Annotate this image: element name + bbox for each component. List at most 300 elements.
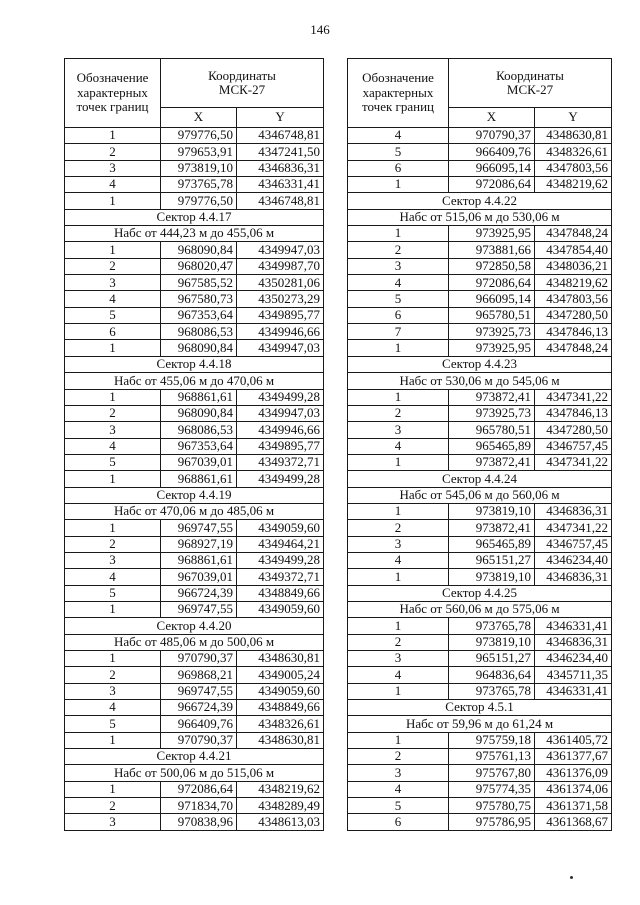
header-label-line: точек границ bbox=[76, 99, 149, 115]
table-row bbox=[65, 651, 324, 667]
table-row bbox=[348, 634, 612, 650]
section-row bbox=[348, 585, 612, 601]
y-coordinate-cell: 4349005,24 bbox=[237, 667, 324, 683]
section-row bbox=[348, 487, 612, 503]
y-coordinate-cell: 4347803,56 bbox=[535, 160, 612, 176]
point-number-cell: 5 bbox=[65, 716, 161, 732]
header-label-line: Обозначение bbox=[362, 70, 434, 86]
point-number-cell: 4 bbox=[348, 667, 449, 683]
y-coordinate-cell: 4346836,31 bbox=[237, 160, 324, 176]
x-coordinate-cell: 968090,84 bbox=[161, 242, 237, 258]
table-row bbox=[65, 798, 324, 814]
x-coordinate-cell: 972086,64 bbox=[449, 275, 535, 291]
section-heading: Набс от 485,06 м до 500,06 м bbox=[65, 634, 324, 650]
table-row bbox=[348, 242, 612, 258]
point-number-cell: 2 bbox=[348, 749, 449, 765]
table-row bbox=[348, 765, 612, 781]
section-row bbox=[65, 503, 324, 519]
x-coordinate-cell: 970790,37 bbox=[161, 732, 237, 748]
table-row bbox=[348, 503, 612, 519]
coordinates-table-left bbox=[64, 58, 324, 831]
y-coordinate-cell: 4346757,45 bbox=[535, 536, 612, 552]
x-coordinate-cell: 973925,95 bbox=[449, 226, 535, 242]
section-heading: Набс от 500,06 м до 515,06 м bbox=[65, 765, 324, 781]
y-coordinate-cell: 4361376,09 bbox=[535, 765, 612, 781]
point-number-cell: 1 bbox=[65, 732, 161, 748]
section-heading: Набс от 455,06 м до 470,06 м bbox=[65, 373, 324, 389]
y-coordinate-cell: 4348630,81 bbox=[237, 651, 324, 667]
x-coordinate-cell: 979776,50 bbox=[161, 128, 237, 144]
x-coordinate-cell: 968020,47 bbox=[161, 258, 237, 274]
x-coordinate-cell: 970790,37 bbox=[161, 651, 237, 667]
section-heading: Сектор 4.4.21 bbox=[65, 749, 324, 765]
y-coordinate-cell: 4348036,21 bbox=[535, 258, 612, 274]
point-number-cell: 1 bbox=[348, 683, 449, 699]
table-row bbox=[65, 700, 324, 716]
y-coordinate-cell: 4349895,77 bbox=[237, 438, 324, 454]
x-coordinate-cell: 966409,76 bbox=[449, 144, 535, 160]
y-coordinate-cell: 4347341,22 bbox=[535, 454, 612, 470]
section-heading: Сектор 4.5.1 bbox=[348, 700, 612, 716]
y-coordinate-cell: 4348849,66 bbox=[237, 700, 324, 716]
scan-mark bbox=[570, 876, 573, 879]
x-coordinate-cell: 973925,95 bbox=[449, 340, 535, 356]
point-number-cell: 6 bbox=[65, 324, 161, 340]
table-row bbox=[65, 193, 324, 209]
x-coordinate-cell: 972850,58 bbox=[449, 258, 535, 274]
x-coordinate-cell: 975780,75 bbox=[449, 798, 535, 814]
header-point-label bbox=[348, 59, 449, 128]
table-row bbox=[348, 291, 612, 307]
table-row bbox=[65, 683, 324, 699]
y-coordinate-cell: 4346234,40 bbox=[535, 651, 612, 667]
y-coordinate-cell: 4347846,13 bbox=[535, 405, 612, 421]
section-row bbox=[65, 487, 324, 503]
y-coordinate-cell: 4348613,03 bbox=[237, 814, 324, 830]
y-coordinate-cell: 4348849,66 bbox=[237, 585, 324, 601]
table-row bbox=[65, 128, 324, 144]
x-coordinate-cell: 967585,52 bbox=[161, 275, 237, 291]
point-number-cell: 4 bbox=[348, 275, 449, 291]
x-coordinate-cell: 966724,39 bbox=[161, 585, 237, 601]
x-coordinate-cell: 973819,10 bbox=[449, 634, 535, 650]
header-coordinates bbox=[449, 59, 612, 108]
point-number-cell: 5 bbox=[65, 307, 161, 323]
section-row bbox=[65, 226, 324, 242]
section-row bbox=[65, 618, 324, 634]
y-coordinate-cell: 4349947,03 bbox=[237, 340, 324, 356]
left-table-body bbox=[65, 128, 324, 831]
table-row bbox=[348, 814, 612, 830]
x-coordinate-cell: 965780,51 bbox=[449, 422, 535, 438]
table-row bbox=[348, 275, 612, 291]
point-number-cell: 1 bbox=[348, 226, 449, 242]
section-heading: Сектор 4.4.20 bbox=[65, 618, 324, 634]
point-number-cell: 4 bbox=[65, 438, 161, 454]
y-coordinate-cell: 4349947,03 bbox=[237, 242, 324, 258]
point-number-cell: 3 bbox=[65, 275, 161, 291]
point-number-cell: 7 bbox=[348, 324, 449, 340]
point-number-cell: 1 bbox=[65, 471, 161, 487]
x-coordinate-cell: 968090,84 bbox=[161, 405, 237, 421]
point-number-cell: 3 bbox=[65, 814, 161, 830]
table-row bbox=[348, 618, 612, 634]
section-heading: Сектор 4.4.18 bbox=[65, 356, 324, 372]
header-coordinates-title: Координаты bbox=[208, 67, 276, 83]
header-coordinates bbox=[161, 59, 324, 108]
table-row bbox=[348, 307, 612, 323]
point-number-cell: 4 bbox=[348, 781, 449, 797]
x-coordinate-cell: 966724,39 bbox=[161, 700, 237, 716]
table-row bbox=[348, 128, 612, 144]
section-row bbox=[348, 356, 612, 372]
x-coordinate-cell: 968861,61 bbox=[161, 552, 237, 568]
x-coordinate-cell: 967580,73 bbox=[161, 291, 237, 307]
section-row bbox=[65, 634, 324, 650]
point-number-cell: 6 bbox=[348, 814, 449, 830]
point-number-cell: 4 bbox=[348, 128, 449, 144]
header-label-line: точек границ bbox=[361, 99, 435, 115]
y-coordinate-cell: 4349499,28 bbox=[237, 389, 324, 405]
y-coordinate-cell: 4346836,31 bbox=[535, 503, 612, 519]
x-coordinate-cell: 973819,10 bbox=[449, 503, 535, 519]
y-coordinate-cell: 4346748,81 bbox=[237, 193, 324, 209]
table-row bbox=[65, 307, 324, 323]
point-number-cell: 5 bbox=[65, 585, 161, 601]
point-number-cell: 5 bbox=[348, 144, 449, 160]
table-row bbox=[348, 667, 612, 683]
x-coordinate-cell: 970790,37 bbox=[449, 128, 535, 144]
section-heading: Набс от 59,96 м до 61,24 м bbox=[348, 716, 612, 732]
y-coordinate-cell: 4348326,61 bbox=[535, 144, 612, 160]
y-coordinate-cell: 4361371,58 bbox=[535, 798, 612, 814]
x-coordinate-cell: 967039,01 bbox=[161, 569, 237, 585]
y-coordinate-cell: 4347848,24 bbox=[535, 226, 612, 242]
x-coordinate-cell: 968090,84 bbox=[161, 340, 237, 356]
table-row bbox=[348, 781, 612, 797]
table-row bbox=[65, 340, 324, 356]
table-row bbox=[348, 324, 612, 340]
section-heading: Сектор 4.4.17 bbox=[65, 209, 324, 225]
y-coordinate-cell: 4348219,62 bbox=[237, 781, 324, 797]
x-coordinate-cell: 973881,66 bbox=[449, 242, 535, 258]
header-y: Y bbox=[535, 108, 612, 128]
table-row bbox=[65, 275, 324, 291]
point-number-cell: 3 bbox=[348, 536, 449, 552]
x-coordinate-cell: 973765,78 bbox=[161, 177, 237, 193]
x-coordinate-cell: 965465,89 bbox=[449, 438, 535, 454]
table-row bbox=[65, 732, 324, 748]
right-table-body bbox=[348, 128, 612, 831]
x-coordinate-cell: 972086,64 bbox=[161, 781, 237, 797]
table-row bbox=[65, 242, 324, 258]
y-coordinate-cell: 4349059,60 bbox=[237, 520, 324, 536]
point-number-cell: 1 bbox=[65, 389, 161, 405]
section-heading: Сектор 4.4.19 bbox=[65, 487, 324, 503]
y-coordinate-cell: 4349372,71 bbox=[237, 569, 324, 585]
x-coordinate-cell: 973819,10 bbox=[161, 160, 237, 176]
table-row bbox=[348, 749, 612, 765]
header-x: X bbox=[449, 108, 535, 128]
x-coordinate-cell: 975774,35 bbox=[449, 781, 535, 797]
point-number-cell: 1 bbox=[65, 520, 161, 536]
point-number-cell: 2 bbox=[348, 242, 449, 258]
section-row bbox=[65, 749, 324, 765]
table-row bbox=[348, 520, 612, 536]
section-row bbox=[348, 373, 612, 389]
x-coordinate-cell: 968927,19 bbox=[161, 536, 237, 552]
y-coordinate-cell: 4349947,03 bbox=[237, 405, 324, 421]
point-number-cell: 2 bbox=[348, 520, 449, 536]
y-coordinate-cell: 4349059,60 bbox=[237, 601, 324, 617]
point-number-cell: 2 bbox=[65, 536, 161, 552]
table-row bbox=[65, 258, 324, 274]
table-row bbox=[65, 667, 324, 683]
header-label-line: характерных bbox=[362, 84, 434, 100]
x-coordinate-cell: 975767,80 bbox=[449, 765, 535, 781]
point-number-cell: 4 bbox=[65, 569, 161, 585]
table-row bbox=[348, 422, 612, 438]
point-number-cell: 3 bbox=[348, 651, 449, 667]
table-row bbox=[348, 144, 612, 160]
y-coordinate-cell: 4349372,71 bbox=[237, 454, 324, 470]
section-heading: Сектор 4.4.23 bbox=[348, 356, 612, 372]
table-row bbox=[348, 569, 612, 585]
point-number-cell: 2 bbox=[348, 405, 449, 421]
table-row bbox=[348, 226, 612, 242]
table-row bbox=[65, 601, 324, 617]
point-number-cell: 1 bbox=[348, 569, 449, 585]
point-number-cell: 4 bbox=[65, 700, 161, 716]
x-coordinate-cell: 971834,70 bbox=[161, 798, 237, 814]
point-number-cell: 3 bbox=[65, 552, 161, 568]
section-row bbox=[348, 209, 612, 225]
point-number-cell: 3 bbox=[65, 683, 161, 699]
point-number-cell: 2 bbox=[65, 798, 161, 814]
section-row bbox=[65, 765, 324, 781]
table-row bbox=[348, 454, 612, 470]
table-row bbox=[348, 552, 612, 568]
table-row bbox=[65, 144, 324, 160]
y-coordinate-cell: 4349464,21 bbox=[237, 536, 324, 552]
x-coordinate-cell: 979653,91 bbox=[161, 144, 237, 160]
y-coordinate-cell: 4348289,49 bbox=[237, 798, 324, 814]
y-coordinate-cell: 4347280,50 bbox=[535, 307, 612, 323]
y-coordinate-cell: 4361377,67 bbox=[535, 749, 612, 765]
table-row bbox=[65, 422, 324, 438]
header-label-line: характерных bbox=[77, 84, 148, 100]
point-number-cell: 4 bbox=[65, 291, 161, 307]
point-number-cell: 1 bbox=[65, 781, 161, 797]
y-coordinate-cell: 4346757,45 bbox=[535, 438, 612, 454]
section-row bbox=[65, 356, 324, 372]
x-coordinate-cell: 972086,64 bbox=[449, 177, 535, 193]
table-row bbox=[65, 160, 324, 176]
table-row bbox=[348, 177, 612, 193]
table-row bbox=[65, 177, 324, 193]
point-number-cell: 1 bbox=[65, 651, 161, 667]
table-row bbox=[65, 324, 324, 340]
point-number-cell: 6 bbox=[348, 160, 449, 176]
point-number-cell: 1 bbox=[65, 340, 161, 356]
table-row bbox=[65, 405, 324, 421]
y-coordinate-cell: 4346234,40 bbox=[535, 552, 612, 568]
y-coordinate-cell: 4347848,24 bbox=[535, 340, 612, 356]
x-coordinate-cell: 966095,14 bbox=[449, 160, 535, 176]
x-coordinate-cell: 973872,41 bbox=[449, 454, 535, 470]
y-coordinate-cell: 4361368,67 bbox=[535, 814, 612, 830]
point-number-cell: 1 bbox=[348, 340, 449, 356]
x-coordinate-cell: 969868,21 bbox=[161, 667, 237, 683]
table-row bbox=[348, 389, 612, 405]
x-coordinate-cell: 973819,10 bbox=[449, 569, 535, 585]
x-coordinate-cell: 968086,53 bbox=[161, 324, 237, 340]
section-heading: Набс от 444,23 м до 455,06 м bbox=[65, 226, 324, 242]
section-heading: Набс от 515,06 м до 530,06 м bbox=[348, 209, 612, 225]
x-coordinate-cell: 965465,89 bbox=[449, 536, 535, 552]
point-number-cell: 5 bbox=[348, 291, 449, 307]
table-row bbox=[65, 389, 324, 405]
x-coordinate-cell: 967353,64 bbox=[161, 307, 237, 323]
table-row bbox=[65, 814, 324, 830]
section-heading: Набс от 470,06 м до 485,06 м bbox=[65, 503, 324, 519]
x-coordinate-cell: 965151,27 bbox=[449, 651, 535, 667]
y-coordinate-cell: 4348326,61 bbox=[237, 716, 324, 732]
point-number-cell: 1 bbox=[348, 503, 449, 519]
x-coordinate-cell: 969747,55 bbox=[161, 683, 237, 699]
x-coordinate-cell: 969747,55 bbox=[161, 601, 237, 617]
point-number-cell: 1 bbox=[348, 177, 449, 193]
table-row bbox=[348, 438, 612, 454]
point-number-cell: 3 bbox=[65, 160, 161, 176]
y-coordinate-cell: 4349059,60 bbox=[237, 683, 324, 699]
header-coordinates-title: Координаты bbox=[496, 67, 564, 83]
section-heading: Сектор 4.4.24 bbox=[348, 471, 612, 487]
table-row bbox=[348, 732, 612, 748]
section-heading: Набс от 560,06 м до 575,06 м bbox=[348, 601, 612, 617]
point-number-cell: 2 bbox=[65, 258, 161, 274]
point-number-cell: 1 bbox=[65, 128, 161, 144]
section-heading: Сектор 4.4.22 bbox=[348, 193, 612, 209]
y-coordinate-cell: 4350281,06 bbox=[237, 275, 324, 291]
y-coordinate-cell: 4346331,41 bbox=[535, 683, 612, 699]
point-number-cell: 2 bbox=[348, 634, 449, 650]
y-coordinate-cell: 4349987,70 bbox=[237, 258, 324, 274]
x-coordinate-cell: 973765,78 bbox=[449, 618, 535, 634]
table-row bbox=[65, 520, 324, 536]
header-y: Y bbox=[237, 108, 324, 128]
point-number-cell: 1 bbox=[65, 601, 161, 617]
x-coordinate-cell: 964836,64 bbox=[449, 667, 535, 683]
section-row bbox=[348, 193, 612, 209]
x-coordinate-cell: 965780,51 bbox=[449, 307, 535, 323]
table-row bbox=[65, 585, 324, 601]
y-coordinate-cell: 4347341,22 bbox=[535, 389, 612, 405]
point-number-cell: 1 bbox=[348, 454, 449, 470]
table-row bbox=[348, 798, 612, 814]
x-coordinate-cell: 966095,14 bbox=[449, 291, 535, 307]
x-coordinate-cell: 969747,55 bbox=[161, 520, 237, 536]
table-row bbox=[348, 651, 612, 667]
section-heading: Набс от 545,06 м до 560,06 м bbox=[348, 487, 612, 503]
section-heading: Сектор 4.4.25 bbox=[348, 585, 612, 601]
table-row bbox=[348, 405, 612, 421]
table-row bbox=[348, 340, 612, 356]
x-coordinate-cell: 973765,78 bbox=[449, 683, 535, 699]
table-row bbox=[65, 781, 324, 797]
header-coordinate-system: МСК-27 bbox=[218, 82, 266, 97]
y-coordinate-cell: 4346836,31 bbox=[535, 569, 612, 585]
point-number-cell: 2 bbox=[65, 405, 161, 421]
y-coordinate-cell: 4347280,50 bbox=[535, 422, 612, 438]
x-coordinate-cell: 970838,96 bbox=[161, 814, 237, 830]
header-label-line: Обозначение bbox=[76, 70, 149, 86]
x-coordinate-cell: 975761,13 bbox=[449, 749, 535, 765]
section-row bbox=[65, 373, 324, 389]
x-coordinate-cell: 973872,41 bbox=[449, 389, 535, 405]
table-row bbox=[65, 536, 324, 552]
point-number-cell: 1 bbox=[348, 732, 449, 748]
x-coordinate-cell: 968086,53 bbox=[161, 422, 237, 438]
y-coordinate-cell: 4350273,29 bbox=[237, 291, 324, 307]
point-number-cell: 4 bbox=[348, 438, 449, 454]
y-coordinate-cell: 4346748,81 bbox=[237, 128, 324, 144]
y-coordinate-cell: 4349895,77 bbox=[237, 307, 324, 323]
table-row bbox=[348, 258, 612, 274]
x-coordinate-cell: 973872,41 bbox=[449, 520, 535, 536]
y-coordinate-cell: 4347803,56 bbox=[535, 291, 612, 307]
table-row bbox=[348, 160, 612, 176]
point-number-cell: 5 bbox=[65, 454, 161, 470]
section-row bbox=[348, 471, 612, 487]
point-number-cell: 1 bbox=[348, 389, 449, 405]
point-number-cell: 5 bbox=[348, 798, 449, 814]
y-coordinate-cell: 4361405,72 bbox=[535, 732, 612, 748]
y-coordinate-cell: 4347846,13 bbox=[535, 324, 612, 340]
section-heading: Набс от 530,06 м до 545,06 м bbox=[348, 373, 612, 389]
y-coordinate-cell: 4349946,66 bbox=[237, 422, 324, 438]
y-coordinate-cell: 4348219,62 bbox=[535, 275, 612, 291]
x-coordinate-cell: 965151,27 bbox=[449, 552, 535, 568]
table-row bbox=[348, 683, 612, 699]
point-number-cell: 3 bbox=[348, 765, 449, 781]
section-row bbox=[348, 700, 612, 716]
point-number-cell: 3 bbox=[65, 422, 161, 438]
x-coordinate-cell: 973925,73 bbox=[449, 405, 535, 421]
section-row bbox=[65, 209, 324, 225]
x-coordinate-cell: 975786,95 bbox=[449, 814, 535, 830]
y-coordinate-cell: 4361374,06 bbox=[535, 781, 612, 797]
y-coordinate-cell: 4348630,81 bbox=[237, 732, 324, 748]
table-row bbox=[65, 454, 324, 470]
x-coordinate-cell: 979776,50 bbox=[161, 193, 237, 209]
y-coordinate-cell: 4346331,41 bbox=[237, 177, 324, 193]
table-row bbox=[65, 471, 324, 487]
header-x: X bbox=[161, 108, 237, 128]
header-point-label bbox=[65, 59, 161, 128]
page-number: 146 bbox=[310, 22, 330, 37]
point-number-cell: 6 bbox=[348, 307, 449, 323]
point-number-cell: 1 bbox=[65, 193, 161, 209]
y-coordinate-cell: 4347341,22 bbox=[535, 520, 612, 536]
section-row bbox=[348, 601, 612, 617]
y-coordinate-cell: 4349499,28 bbox=[237, 471, 324, 487]
x-coordinate-cell: 975759,18 bbox=[449, 732, 535, 748]
point-number-cell: 1 bbox=[65, 242, 161, 258]
point-number-cell: 4 bbox=[348, 552, 449, 568]
table-row bbox=[65, 716, 324, 732]
y-coordinate-cell: 4345711,35 bbox=[535, 667, 612, 683]
